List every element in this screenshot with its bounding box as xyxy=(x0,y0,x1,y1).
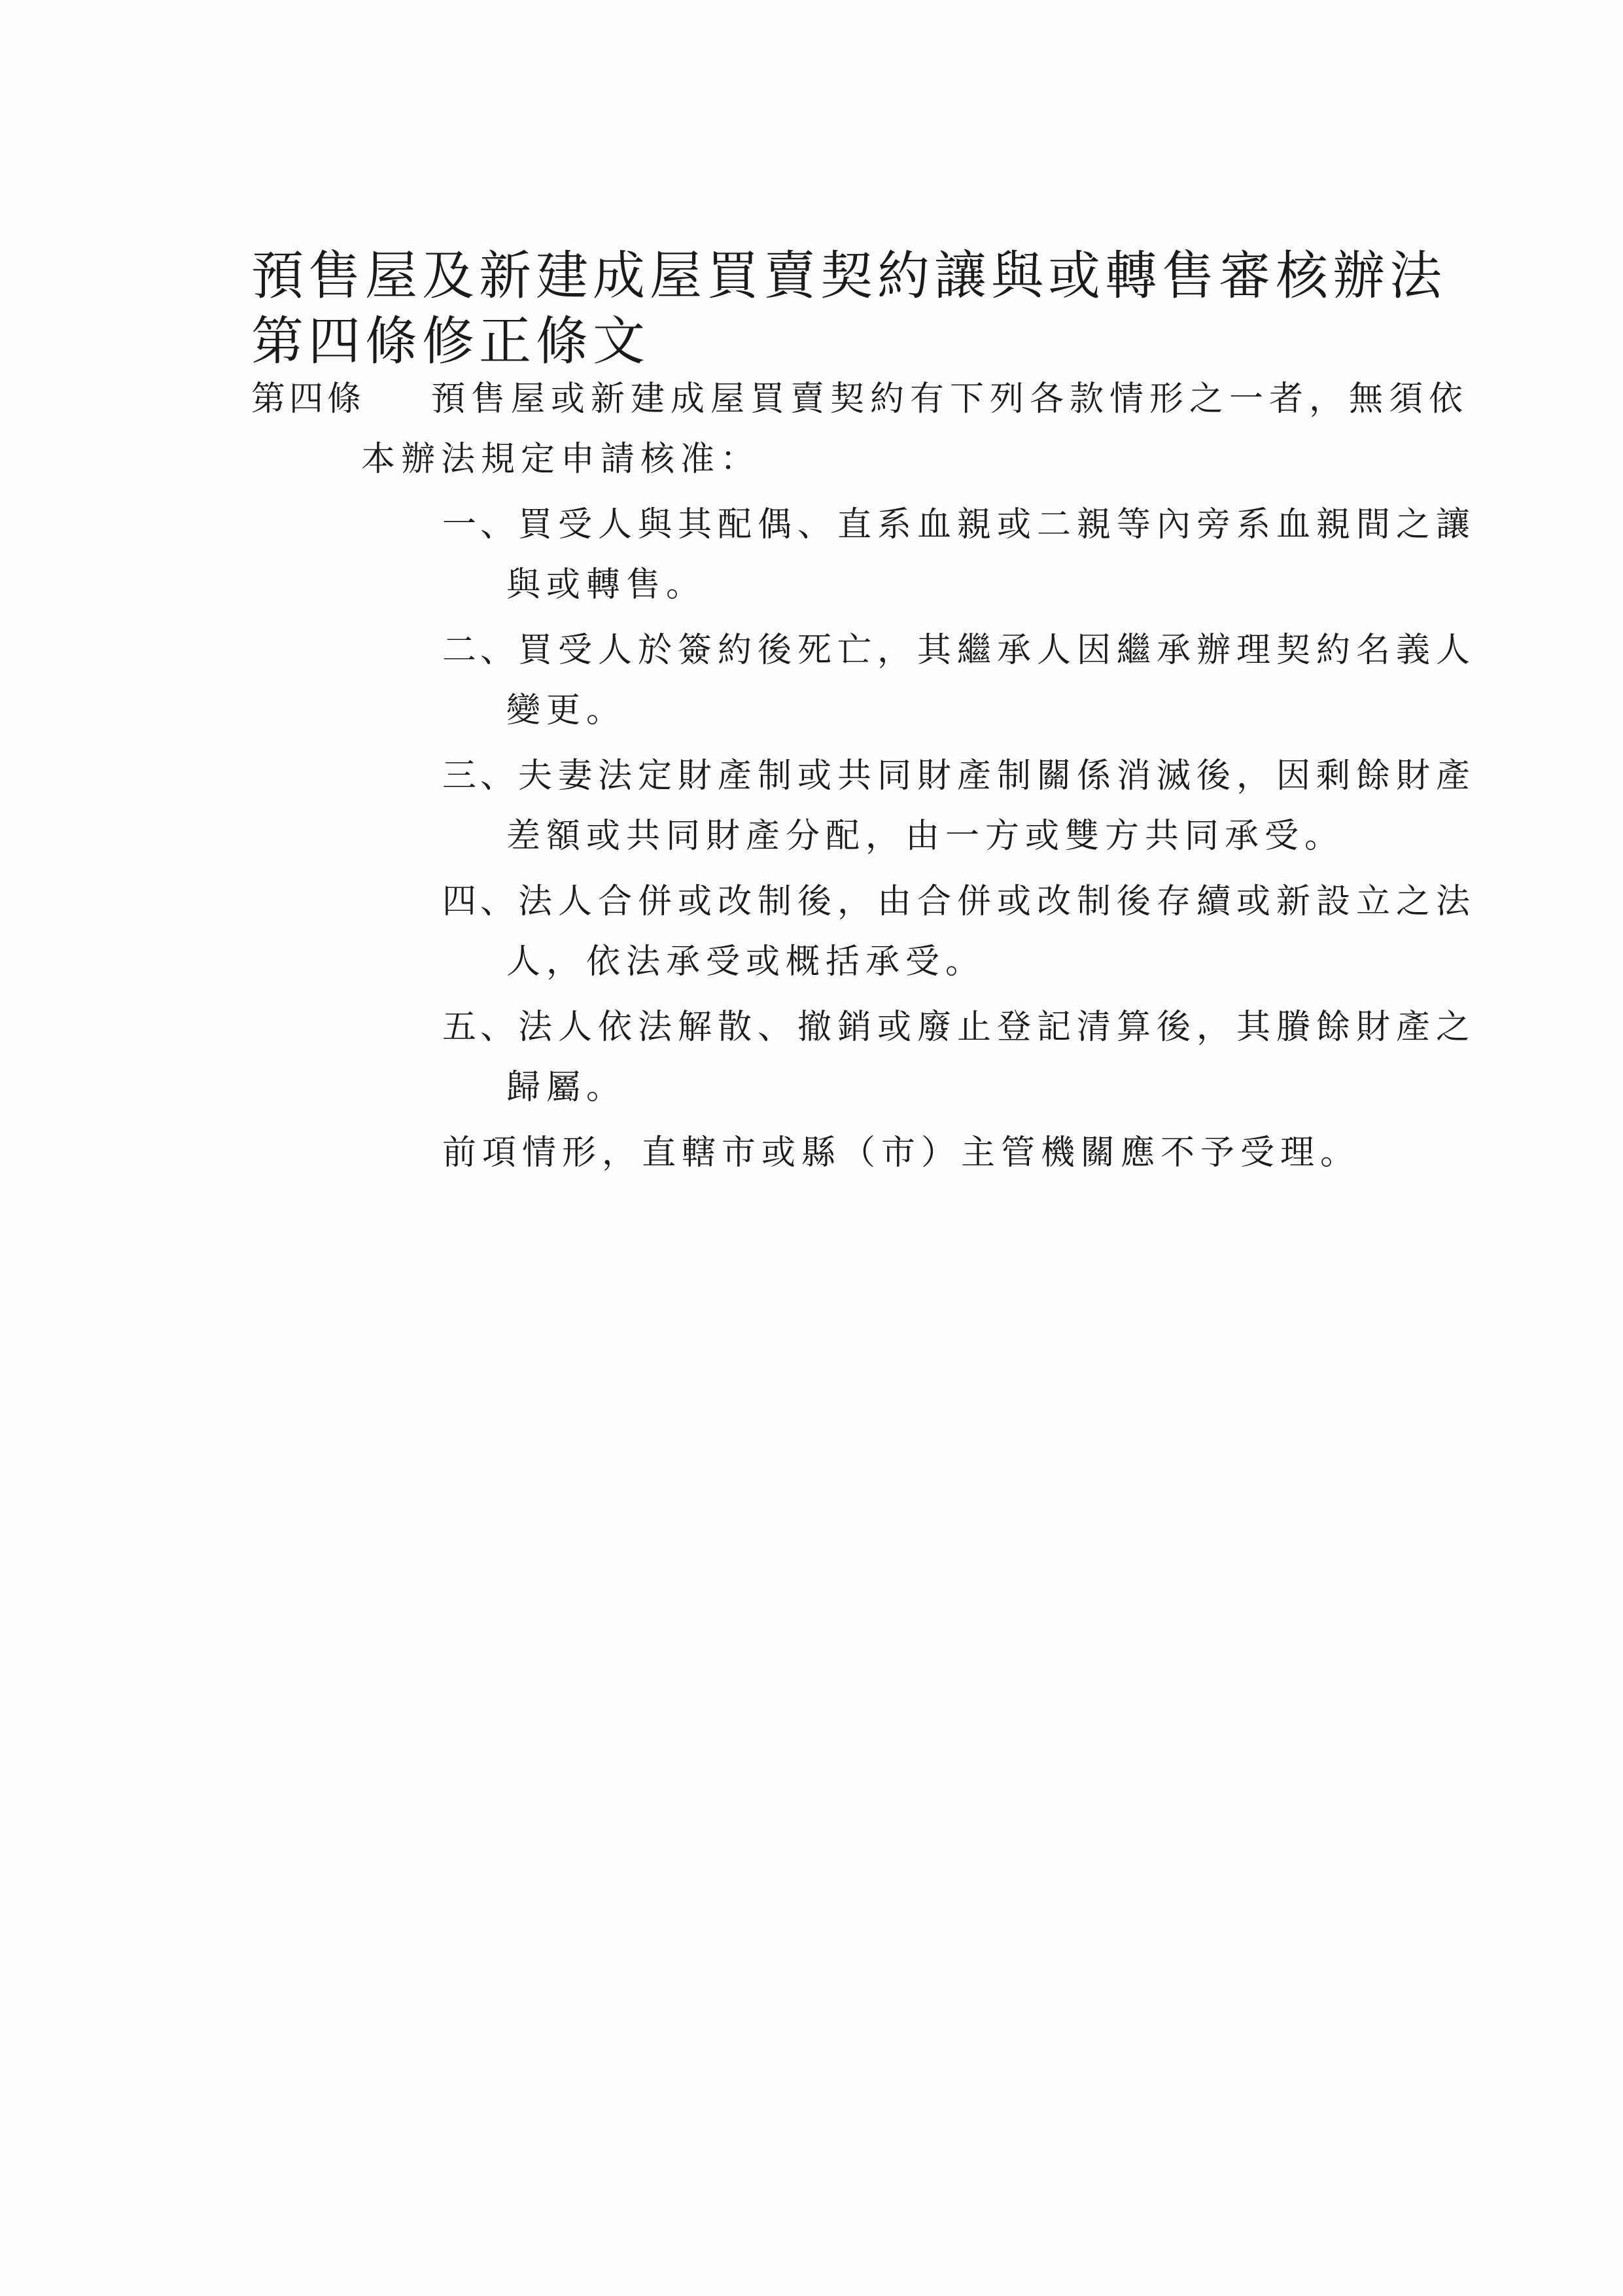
list-item-5-continuation: 歸屬。 xyxy=(506,1068,627,1107)
list-item-text: 買受人於簽約後死亡，其繼承人因繼承辦理契約名義人 xyxy=(518,631,1476,670)
list-item-text: 法人合併或改制後，由合併或改制後存續或新設立之法 xyxy=(518,882,1476,921)
list-item-3-continuation: 差額或共同財產分配，由一方或雙方共同承受。 xyxy=(506,817,1345,856)
article-number: 第四條 xyxy=(251,380,366,419)
list-item-4-continuation: 人，依法承受或概括承受。 xyxy=(506,942,986,981)
list-item-2-continuation: 變更。 xyxy=(506,691,627,730)
list-item-5 xyxy=(442,1008,1476,1047)
title-line-1: 預售屋及新建成屋買賣契約讓與或轉售審核辦法 xyxy=(251,245,1446,306)
list-item-number: 五、 xyxy=(442,1008,519,1047)
list-item-text: 夫妻法定財產制或共同財產制關係消滅後，因剩餘財產 xyxy=(518,756,1476,796)
closing-paragraph: 前項情形，直轄市或縣（市）主管機關應不予受理。 xyxy=(442,1133,1361,1173)
list-item-2 xyxy=(442,631,1476,670)
list-item-number: 一、 xyxy=(442,505,519,544)
document-title xyxy=(251,243,1446,374)
list-item-3 xyxy=(442,756,1476,796)
list-item-number: 三、 xyxy=(442,756,519,796)
title-line-2: 第四條修正條文 xyxy=(251,311,650,372)
list-item-text: 法人依法解散、撤銷或廢止登記清算後，其賸餘財產之 xyxy=(518,1008,1476,1047)
list-item-4 xyxy=(442,882,1476,921)
list-item-number: 二、 xyxy=(442,631,519,670)
list-item-text: 買受人與其配偶、直系血親或二親等內旁系血親間之讓 xyxy=(518,505,1476,544)
article-intro-line-1: 預售屋或新建成屋買賣契約有下列各款情形之一者，無須依 xyxy=(431,380,1469,419)
list-item-1 xyxy=(442,505,1476,544)
article-intro-line-2: 本辦法規定申請核准： xyxy=(361,440,761,479)
list-item-number: 四、 xyxy=(442,882,519,921)
list-item-1-continuation: 與或轉售。 xyxy=(506,565,707,605)
